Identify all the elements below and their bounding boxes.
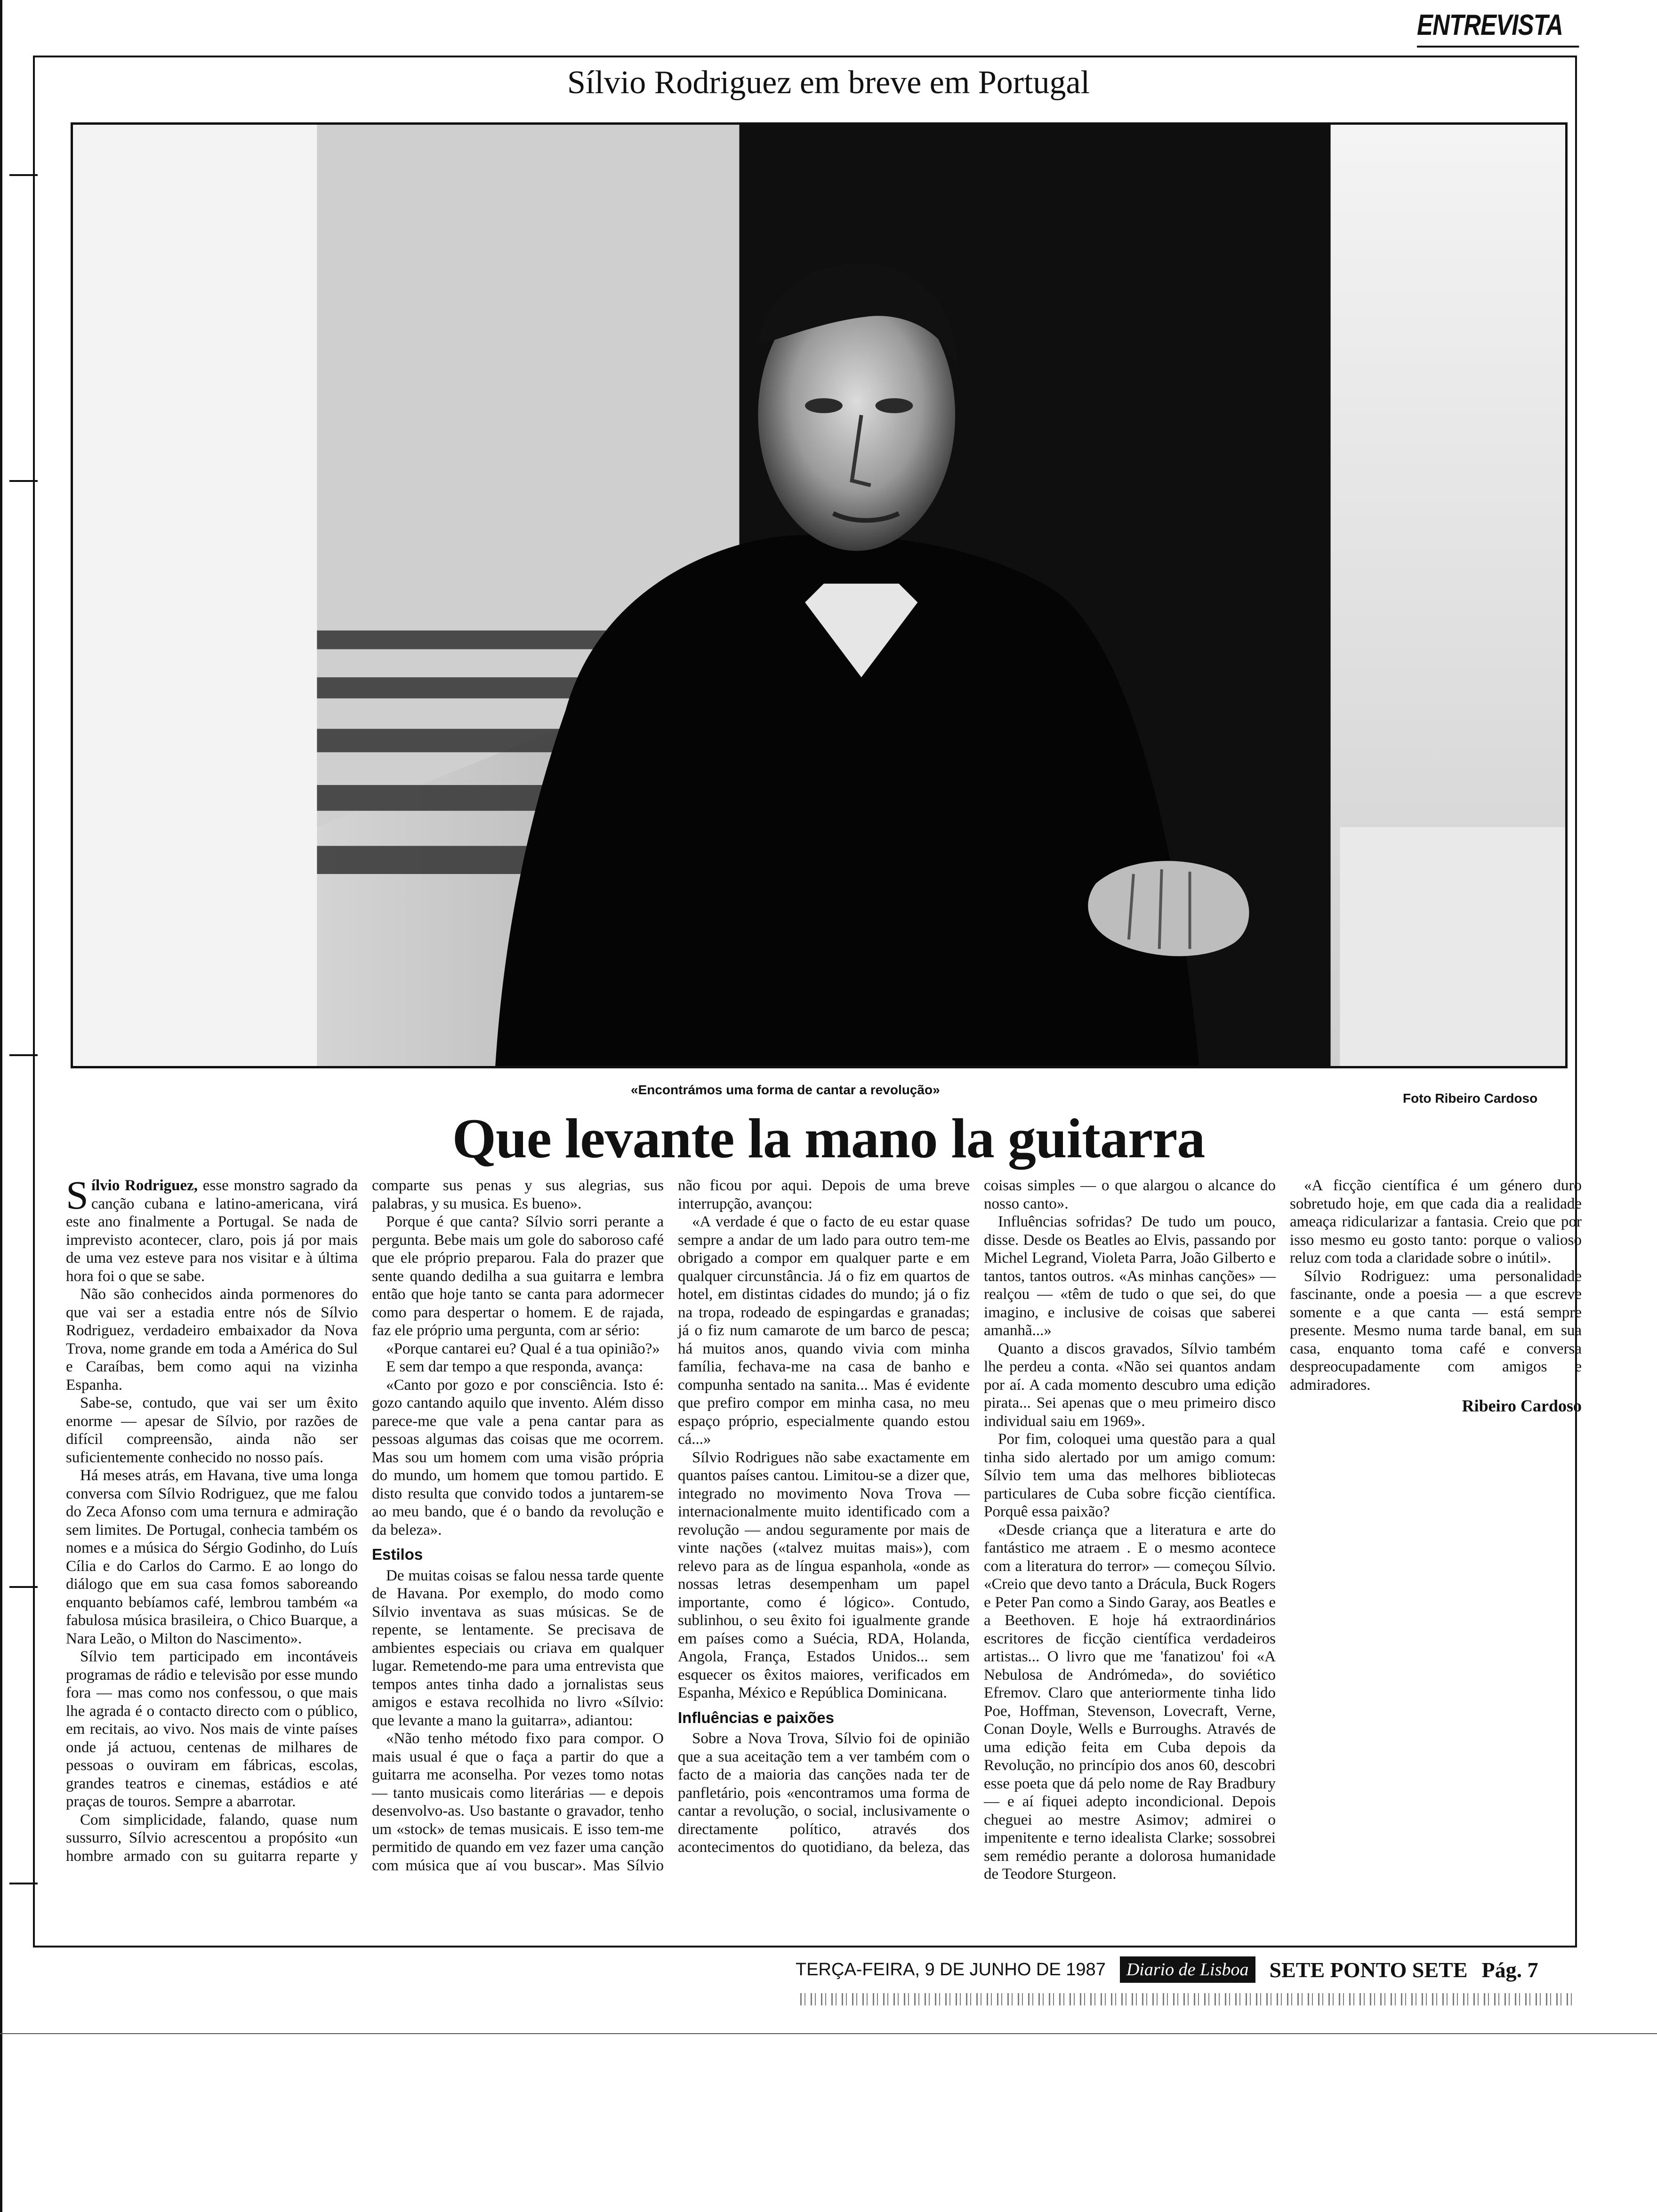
photo-credit: Foto Ribeiro Cardoso xyxy=(1403,1091,1538,1106)
paragraph: «Não tenho método fixo para compor. O mais usual é que o faça a partir do que a guitarra me aconselha. Por vezes tomo notas — tanto musicais como literárias — e depois desenvolvo-as. Uso bastante o gravador, tenho um «stock» de temas musicais. E isso tem-me permitido de quando em vez fazer uma canção com música que aí vou buscar». Mas Sílvio não ficou por aqui. Depois de uma breve interrupção, avançou: xyxy=(372,1177,970,1874)
supplement-name: SETE PONTO SETE xyxy=(1269,1957,1468,1982)
paragraph: «A ficção científica é um género duro sobretudo hoje, em que cada dia a realidade ameaça ridicularizar a fantasia. Creio que por isso mesmo eu gosto tanto: porque o valioso reluz com toda a claridade sobre o inútil». xyxy=(1290,1177,1582,1266)
paragraph: «Canto por gozo e por consciência. Isto é: gozo cantando aquilo que invento. Além disso parece-me que vale a pena cantar para as pessoas algumas das coisas que me ocorrem. Mas sou um homem com uma visão própria do mundo, um homem que tomou partido. E disto resulta que convido todos a juntarem-se ao meu bando, que é o bando da revolução e da beleza». xyxy=(372,1376,664,1539)
paragraph: Sílvio Rodrigues não sabe exactamente em quantos países cantou. Limitou-se a dizer que, integrado no movimento Nova Trova — internacionalmente muito identificado com a revolução — andou seguramente por mais de vinte nações («talvez muitas mais»), com relevo para as de língua espanhola, «onde as nossas letras desempenham um papel importante, como é lógico». Contudo, sublinhou, o seu êxito foi igualmente grande em países como a Suécia, RDA, Holanda, Angola, França, Estados Unidos... sem esquecer os êxitos maiores, verificados em Espanha, México e República Dominicana. xyxy=(678,1449,970,1701)
paragraph: Influências sofridas? De tudo um pouco, disse. Desde os Beatles ao Elvis, passando por Michel Legrand, Violeta Parra, João Gilberto e tantos, tantos outros. «As minhas canções» — realçou — «têm de tudo o que sei, do que imagino, e inclusive de coisas que saberei amanhã...» xyxy=(984,1213,1276,1339)
section-label: ENTREVISTA xyxy=(1417,8,1579,48)
lead-paragraph xyxy=(66,1172,358,1285)
author-signature: Ribeiro Cardoso xyxy=(1462,1396,1582,1415)
paragraph: «A verdade é que o facto de eu estar quase sempre a andar de um lado para outro tem-me obrigado a compor em qualquer parte e em qualquer circunstância. Já o fiz em quartos de hotel, em distintas cidades do mundo; já o fiz na tropa, rodeado de espingardas e granadas; já o fiz num camarote de um barco de pesca; há muitos anos, quando vivia com minha família, fechava-me na casa de banho e compunha sentado na sanita... Mas é evidente que prefiro compor em minha casa, no meu espaço próprio, especialmente quando estou cá...» xyxy=(678,1213,970,1448)
subheading-estilos: Estilos xyxy=(372,1546,423,1563)
portrait-photo xyxy=(73,125,1565,1066)
lead-text: esse monstro sagrado da canção cubana e latino-americana, virá este ano finalmente a Portugal. Se nada de imprevisto acontecer, claro, pois já por mais de uma vez esteve para nos visitar e à última hora foi o que se sabe. xyxy=(66,1177,358,1285)
photo-caption: «Encontrámos uma forma de cantar a revolução» xyxy=(631,1082,940,1097)
page-footer xyxy=(796,1956,1538,1984)
paragraph: Sílvio tem participado em incontáveis programas de rádio e televisão por esse mundo fora — mas como nos confessou, o que mais lhe agrada é o contacto directo com o público, em recitais, ao vivo. Nos mais de vinte países onde já actuou, centenas de milhares de pessoas o ouviram em fábricas, escolas, grandes teatros e cinemas, estádios e até praças de touros. Sempre a abarrotar. xyxy=(66,1648,358,1810)
paragraph: Sílvio Rodriguez: uma personalidade fascinante, onde a poesia — a que escreve somente e a que canta — está sempre presente. Mesmo numa tarde banal, em sua casa, enquanto toma café e conversa despreocupadamente com amigos e admiradores. xyxy=(1290,1267,1582,1394)
paragraph: Sobre a Nova Trova, Sílvio foi de opinião que a sua aceitação tem a ver também com o facto de a maioria das canções nada ter de panfletário, pois «encontramos uma forma de cantar a revolução, o social, inclusivamente o directamente político, através dos acontecimentos do quotidiano, da beleza, das coisas simples — o que alargou o alcance do nosso canto». xyxy=(678,1177,1276,1856)
issue-date: TERÇA-FEIRA, 9 DE JUNHO DE 1987 xyxy=(796,1959,1106,1980)
paragraph: E sem dar tempo a que responda, avança: xyxy=(386,1358,643,1375)
kicker-title: Sílvio Rodriguez em breve em Portugal xyxy=(567,64,1090,101)
page-number: Pág. 7 xyxy=(1481,1957,1538,1982)
newspaper-masthead: Diario de Lisboa xyxy=(1120,1956,1255,1983)
paragraph: De muitas coisas se falou nessa tarde quente de Havana. Por exemplo, do modo como Sílvio inventava as suas músicas. Se de repente, se lentamente. Se precisava de ambientes especiais ou criava em qualquer lugar. Remetendo-me para uma entrevista que tempos antes tinha dado a jornalistas seus amigos e estava recolhida no livro «Sílvio: que levante a mano la guitarra», adiantou: xyxy=(372,1567,664,1729)
paragraph: Por fim, coloquei uma questão para a qual tinha sido alertado por um amigo comum: Sílvio tem uma das melhores bibliotecas particulares de Cuba sobre ficção científica. Porquê essa paixão? xyxy=(984,1431,1276,1520)
paragraph: Porque é que canta? Sílvio sorri perante a pergunta. Bebe mais um gole do saboroso café que ele próprio preparou. Fala do prazer que sente quando dedilha a sua guitarra e lembra então que hoje tanto se canta para adormecer como para despertar o homem. E de rajada, faz ele próprio uma pergunta, com ar sério: xyxy=(372,1213,664,1339)
drop-cap: S xyxy=(66,1172,88,1218)
article-photo xyxy=(71,122,1568,1068)
paragraph: Não são conhecidos ainda pormenores do que vai ser a estadia entre nós de Sílvio Rodriguez, verdadeiro embaixador da Nova Trova, nome grande em toda a América do Sul e Caraíbas, bem como aqui na vizinha Espanha. xyxy=(66,1286,358,1394)
footer-barcode-strip xyxy=(800,1993,1572,2005)
paragraph: Com simplicidade, falando, quase num sussurro, Sílvio acrescentou a propósito «un hombre armado con su guitarra reparte y comparte sus penas y sus alegrias, sus palabras, y su musica. Es bueno». xyxy=(66,1177,664,1865)
paragraph: Quanto a discos gravados, Sílvio também lhe perdeu a conta. «Não sei quantos andam por aí. A cada momento descubro uma edição pirata... Sei apenas que o meu primeiro disco individual saiu em 1969». xyxy=(984,1340,1276,1430)
paragraph: «Porque cantarei eu? Qual é a tua opinião?» xyxy=(386,1340,660,1357)
paragraph: «Desde criança que a literatura e arte do fantástico me atraem . E o mesmo acontece com a literatura do terror» — começou Sílvio. «Creio que devo tanto a Drácula, Buck Rogers e Peter Pan como a Sindo Garay, aos Beatles e a Beethoven. E hoje há extraordinários escritores de ficção científica verdadeiros artistas... O livro que me 'fanatizou' foi «A Nebulosa de Andrómeda», do soviético Efremov. Claro que anteriormente tinha lido Poe, Hoffman, Stevenson, Lovecraft, Verne, Conan Doyle, Wells e Burroughs. Através de uma edição feita em Cuba depois da Revolução, no princípio dos anos 60, descobri esse poeta que dá pelo nome de Ray Bradbury — e aí fiquei adepto incondicional. Depois cheguei ao mestre Asimov; admirei o impenitente e terno idealista Clarke; sossobrei sem remédio perante a dolorosa humanidade de Teodore Sturgeon. xyxy=(984,1521,1276,1883)
bottom-rule xyxy=(0,2033,1657,2034)
article-body xyxy=(66,1172,1582,1887)
paragraph: Sabe-se, contudo, que vai ser um êxito enorme — apesar de Sílvio, por razões de difícil compreensão, ainda não ser suficientemente conhecido no nosso país. xyxy=(66,1395,358,1466)
paragraph: Há meses atrás, em Havana, tive uma longa conversa com Sílvio Rodriguez, que me falou do Zeca Afonso com uma ternura e admiração sem limites. De Portugal, conhecia também os nomes e a música do Sérgio Godinho, do Luís Cília e do Carlos do Carmo. E ao longo do diálogo que em sua casa fomos saboreando enquanto bebíamos café, lembrou também «a fabulosa música brasileira, o Chico Buarque, a Nara Leão, o Milton do Nascimento». xyxy=(66,1467,358,1647)
headline: Que levante la mano la guitarra xyxy=(452,1107,1205,1170)
lead-name: ílvio Rodriguez, xyxy=(91,1177,198,1194)
subheading-influencias: Influências e paixões xyxy=(678,1708,834,1726)
